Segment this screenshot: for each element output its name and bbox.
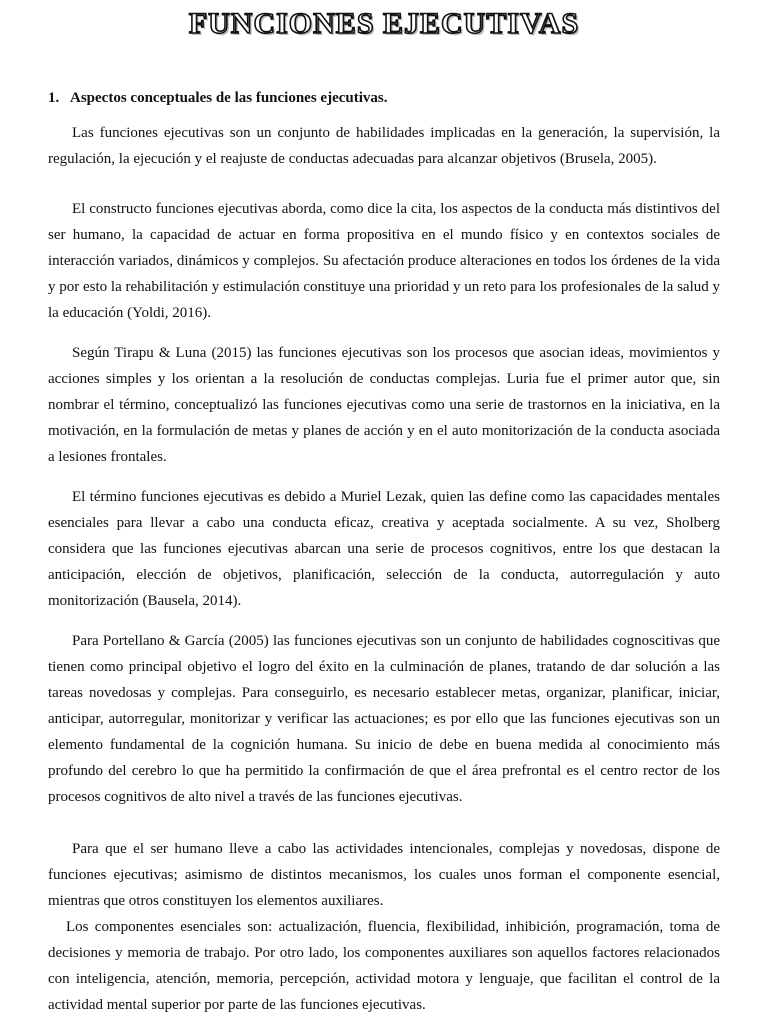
paragraph-2: El constructo funciones ejecutivas aborda, como dice la cita, los aspectos de la conducta más distintivos del ser humano, la capacidad de actuar en forma propositiva en el mundo físico y en contextos sociales de interacción variados, dinámicos y complejos. Su afectación produce alteraciones en todos los órdenes de la vida y por esto la rehabilitación y estimulación constituye una prioridad y un reto para los profesionales de la salud y la educación (Yoldi, 2016). [48,201,720,321]
paragraph-3: Según Tirapu & Luna (2015) las funciones ejecutivas son los procesos que asocian ideas, movimientos y acciones simples y los orientan a la resolución de conductas complejas. Luria fue el primer autor que, sin nombrar el término, conceptualizó las funciones ejecutivas como una serie de trastornos en la iniciativa, en la motivación, en la formulación de metas y planes de acción y en el auto monitorización de la conducta asociada a lesiones frontales. [48,345,720,465]
paragraph-6: Para que el ser humano lleve a cabo las actividades intencionales, complejas y novedosas, dispone de funciones ejecutivas; asimismo de distintos mecanismos, los cuales unos forman el componente esencial, mientras que otros constituyen los elementos auxiliares. [48,841,720,909]
document-title: FUNCIONES EJECUTIVAS [188,7,580,40]
paragraph-5: Para Portellano & García (2005) las funciones ejecutivas son un conjunto de habilidades cognoscitivas que tienen como principal objetivo el logro del éxito en la culminación de planes, tratando de dar solución a las tareas novedosas y complejas. Para conseguirlo, es necesario establecer metas, organizar, planificar, iniciar, anticipar, autorregular, monitorizar y verificar las actuaciones; es por ello que las funciones ejecutivas son un elemento fundamental de la cognición humana. Su inicio de debe en buena medida al conocimiento más profundo del cerebro lo que ha permitido la confirmación de que el área prefrontal es el centro rector de los procesos cognitivos de alto nivel a través de las funciones ejecutivas. [48,633,720,805]
paragraph-7: Los componentes esenciales son: actualización, fluencia, flexibilidad, inhibición, programación, toma de decisiones y memoria de trabajo. Por otro lado, los componentes auxiliares son aquellos factores relacionados con inteligencia, atención, memoria, percepción, actividad motora y lenguaje, que facilitan el control de la actividad mental superior por parte de las funciones ejecutivas. [48,919,720,1013]
section-heading-text: Aspectos conceptuales de las funciones ejecutivas. [70,90,388,106]
paragraph-1: Las funciones ejecutivas son un conjunto de habilidades implicadas en la generación, la supervisión, la regulación, la ejecución y el reajuste de conductas adecuadas para alcanzar objetivos (Brusela, 2005). [48,125,720,167]
section-heading [48,88,720,108]
section-number: 1. [48,90,60,106]
paragraph-4: El término funciones ejecutivas es debido a Muriel Lezak, quien las define como las capacidades mentales esenciales para llevar a cabo una conducta eficaz, creativa y aceptada socialmente. A su vez, Sholberg considera que las funciones ejecutivas abarcan una serie de procesos cognitivos, entre los que destacan la anticipación, elección de objetivos, planificación, selección de la conducta, autorregulación y auto monitorización (Bausela, 2014). [48,489,720,609]
